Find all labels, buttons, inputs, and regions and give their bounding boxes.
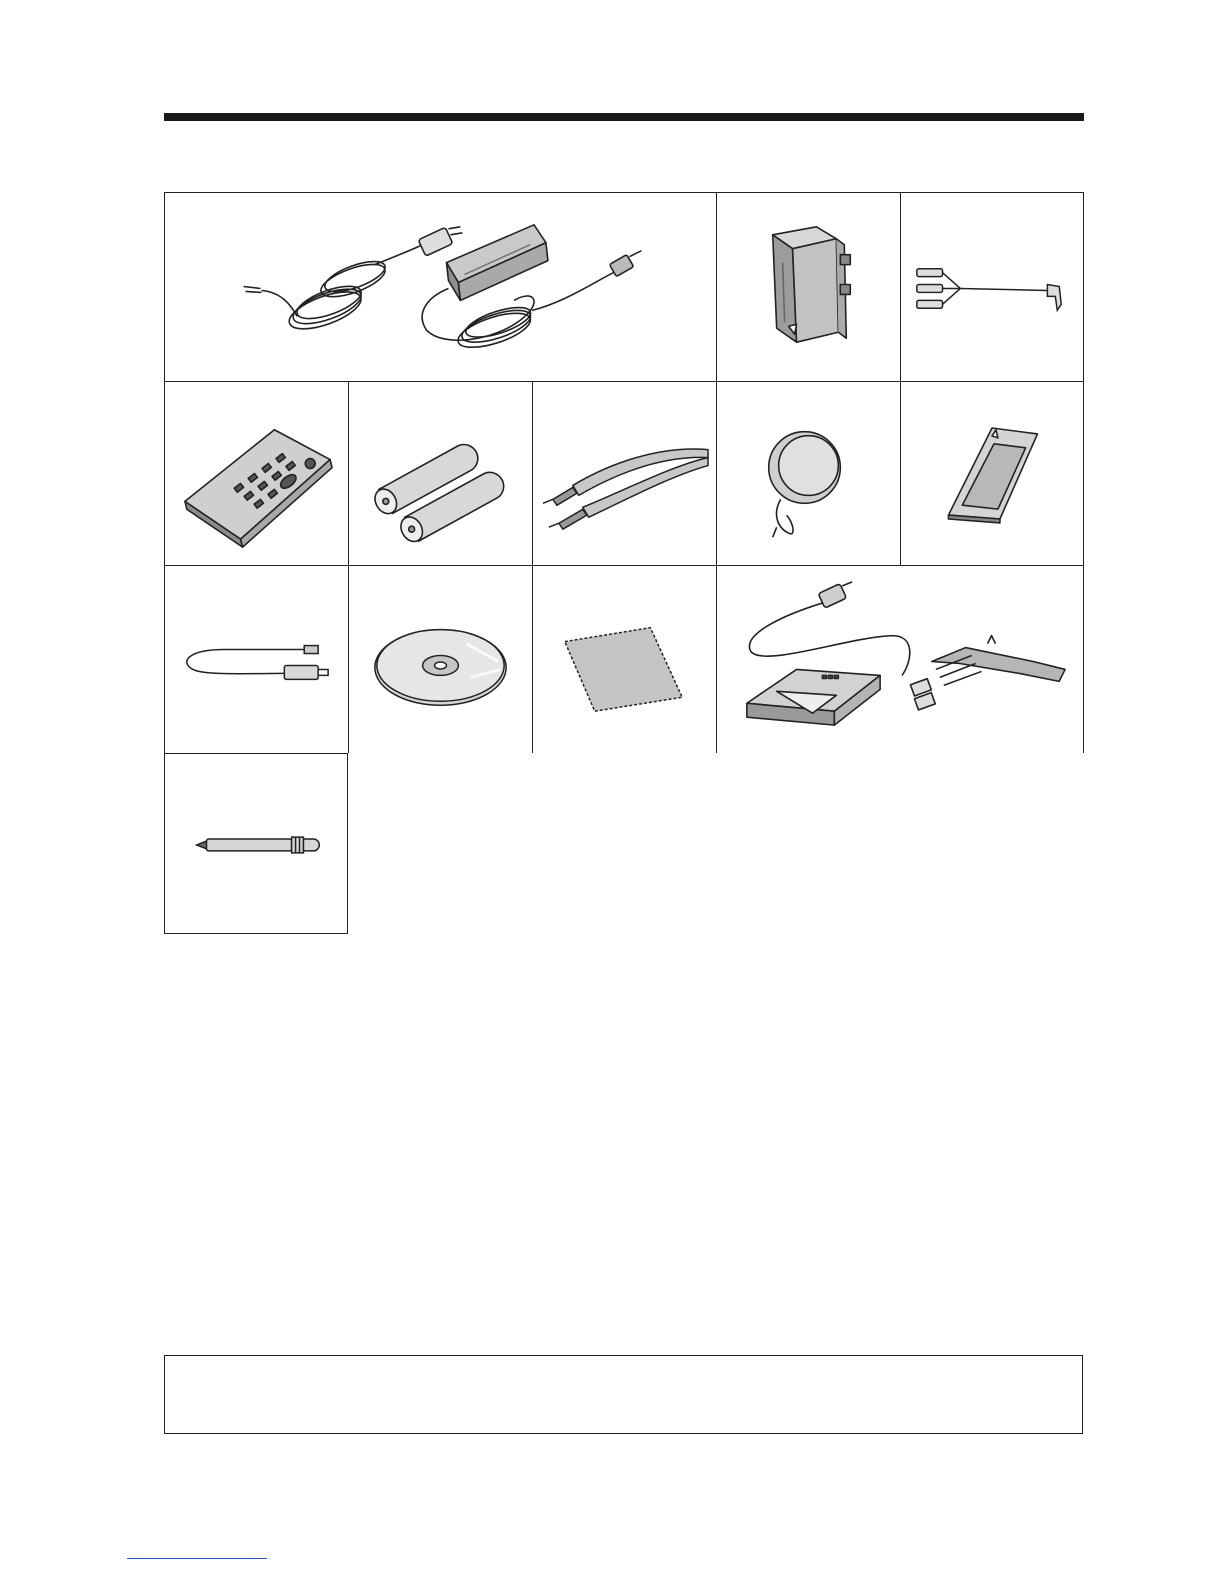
cleaning-cloth-icon — [533, 566, 716, 753]
lens-cap-icon — [717, 382, 900, 565]
accessory-cell-av-cable — [900, 192, 1084, 381]
note-box — [164, 1355, 1083, 1434]
footer-link-line[interactable] — [127, 1558, 267, 1559]
accessory-cell-remote-commander — [164, 381, 348, 565]
stylus-pen-icon — [165, 754, 347, 933]
accessory-cell-shoulder-strap — [532, 381, 716, 565]
usb-cable-icon — [165, 566, 348, 753]
ac-adaptor-icon — [165, 193, 716, 381]
accessory-cell-aa-batteries — [348, 381, 532, 565]
accessory-cell-stylus-pen — [164, 753, 348, 934]
accessory-cell-cleaning-cloth — [532, 565, 716, 753]
accessory-cell-battery-pack — [716, 192, 900, 381]
memory-stick-icon — [901, 382, 1083, 565]
accessory-cell-lens-cap — [716, 381, 900, 565]
accessory-cell-handycam-station — [716, 565, 1084, 753]
header-rule — [164, 113, 1084, 121]
aa-batteries-icon — [349, 382, 532, 565]
accessory-cell-memory-stick — [900, 381, 1084, 565]
remote-commander-icon — [165, 382, 348, 565]
shoulder-strap-icon — [533, 382, 716, 565]
cd-rom-icon — [349, 566, 532, 753]
accessory-cell-ac-adaptor — [164, 192, 716, 381]
accessory-cell-usb-cable — [164, 565, 348, 753]
battery-pack-icon — [717, 193, 900, 381]
accessory-cell-cd-rom — [348, 565, 532, 753]
av-connecting-cable-icon — [901, 193, 1083, 381]
handycam-station-icon — [717, 566, 1083, 753]
